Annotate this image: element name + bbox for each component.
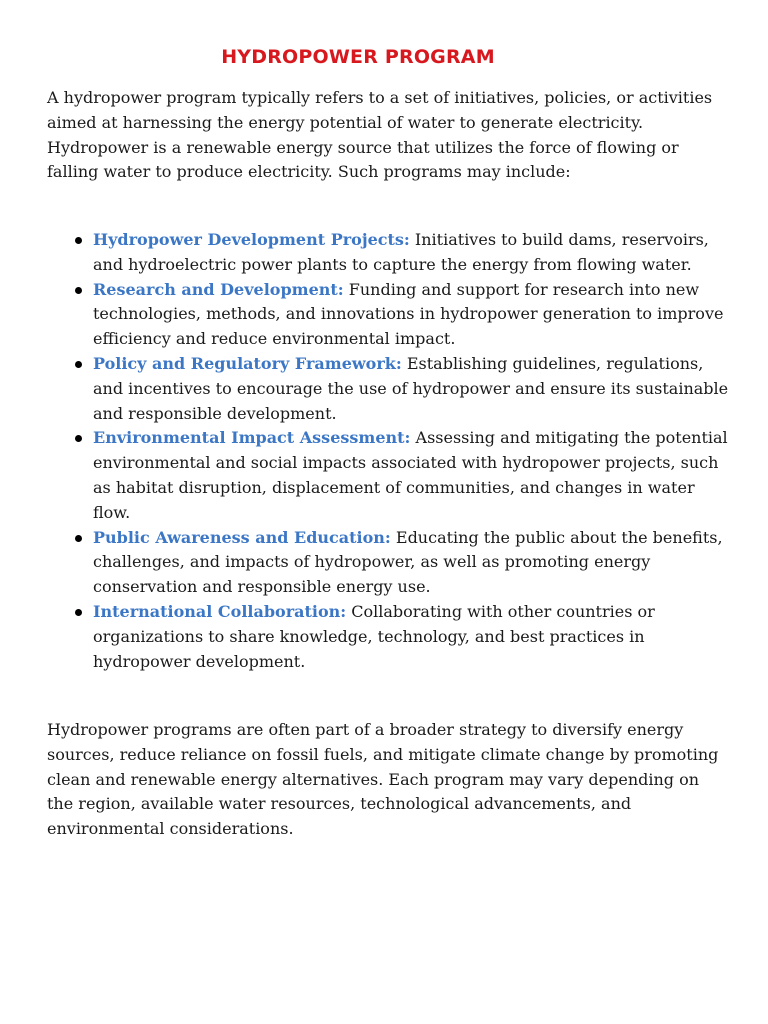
list-item bbox=[93, 426, 729, 525]
list-item-term: International Collaboration: bbox=[93, 601, 347, 621]
list-item bbox=[93, 278, 729, 352]
list-item-term: Environmental Impact Assessment: bbox=[93, 428, 411, 448]
bullet-icon bbox=[75, 535, 82, 542]
list-item-text: Initiatives to build dams, reservoirs, and hydroelectric power plants to capture the energy from flowing water. bbox=[93, 230, 709, 274]
list-item bbox=[93, 228, 729, 278]
bullet-icon bbox=[75, 237, 82, 244]
intro-paragraph: A hydropower program typically refers to a set of initiatives, policies, or activities aimed at harnessing the energy potential of water to generate electricity. Hydropower is a renewable energy source that utilizes the force of flowing or falling water to produce electricity. Such programs may include: bbox=[47, 88, 713, 182]
list-item-term: Public Awareness and Education: bbox=[93, 527, 391, 547]
list-item-text: Collaborating with other countries or organizations to share knowledge, technology, and best practices in hydropower development. bbox=[93, 601, 655, 671]
list-item bbox=[93, 526, 729, 600]
bullet-icon bbox=[75, 361, 82, 368]
list-item bbox=[93, 600, 729, 674]
list-item-text: Educating the public about the benefits, challenges, and impacts of hydropower, as well as promoting energy conservation and responsible energy use. bbox=[93, 527, 723, 597]
bullet-icon bbox=[75, 609, 82, 616]
program-list bbox=[93, 228, 729, 674]
list-item-term: Research and Development: bbox=[93, 279, 344, 299]
list-item-text: Establishing guidelines, regulations, and incentives to encourage the use of hydropower and ensure its sustainable and responsible development. bbox=[93, 353, 729, 423]
list-item-text: Funding and support for research into new technologies, methods, and innovations in hydropower generation to improve efficiency and reduce environmental impact. bbox=[93, 279, 724, 349]
page-title: HYDROPOWER PROGRAM bbox=[221, 46, 495, 68]
closing-paragraph: Hydropower programs are often part of a broader strategy to diversify energy sources, reduce reliance on fossil fuels, and mitigate climate change by promoting clean and renewable energy alternatives. Each program may vary depending on the region, available water resources, technological advancements, and environmental considerations. bbox=[47, 720, 719, 839]
list-item-term: Hydropower Development Projects: bbox=[93, 230, 410, 249]
bullet-icon bbox=[75, 435, 82, 442]
list-item bbox=[93, 352, 729, 426]
list-item-term: Policy and Regulatory Framework: bbox=[93, 353, 402, 373]
bullet-icon bbox=[75, 287, 82, 294]
list-item-text: Assessing and mitigating the potential environmental and social impacts associated with hydropower projects, such as habitat disruption, displacement of communities, and changes in water flow. bbox=[93, 428, 728, 522]
